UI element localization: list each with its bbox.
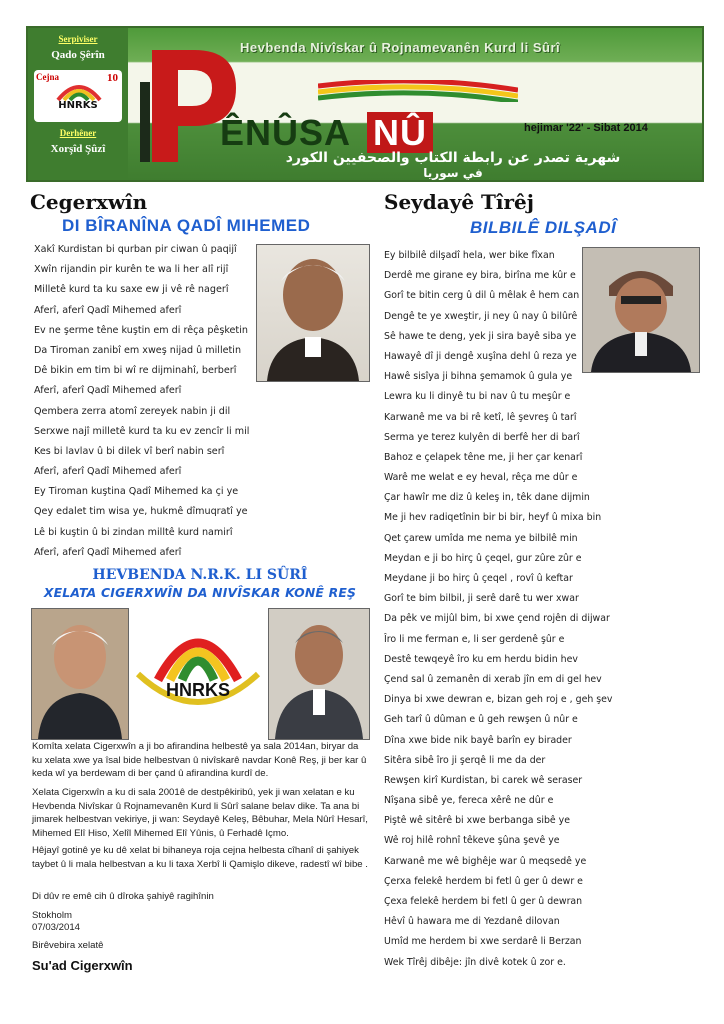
poem-line: Dengê te ye xweştir, ji ney û nay û bilûrê bbox=[384, 310, 578, 322]
news-paragraph-3: Hêjayî gotinê ye ku dê xelat bi bihaneya roja cejna helbesta cîhanî di şahiyek taybet û li mala helbestvan a ku li taxa Xerbî li Qamişlo dikeve, radestî wî bibe . bbox=[32, 845, 368, 870]
poem-line: Karwanê me wê bighêje war û meqsedê ye bbox=[384, 855, 587, 867]
logo-arch-icon bbox=[54, 80, 104, 102]
logo-cejna: Cejna bbox=[36, 72, 59, 82]
poem-line: Hêvî û hawara me di Yezdanê dilovan bbox=[384, 916, 560, 928]
arabic-line-1: شهرية تصدر عن رابطة الكتاب والصحفيين الكورد bbox=[285, 150, 621, 166]
hnrks-logo-text: HNRKS bbox=[165, 680, 230, 700]
poem-line: Xakî Kurdistan bi qurban pir ciwan û paqijî bbox=[34, 244, 237, 255]
poem-line: Aferî, aferî Qadî Mihemed aferî bbox=[34, 304, 182, 316]
cegerxwin-portrait bbox=[256, 244, 370, 382]
poem-line: Serxwe najî milletê kurd ta ku ev zencîr li mil bbox=[34, 425, 250, 437]
poem-line: Wê roj hilê rohnî têkeve şûna şevê ye bbox=[384, 835, 560, 847]
poem-line: Umîd me herdem bi xwe serdarê li Berzan bbox=[384, 936, 582, 948]
director-name: Xorşîd Şûzî bbox=[50, 143, 106, 155]
poem-line: Geh tarî û dûman e û geh rewşen û nûr e bbox=[384, 714, 578, 726]
masthead-title-part1: ÊNÛSA bbox=[220, 112, 352, 153]
masthead bbox=[26, 26, 704, 182]
poem-line: Warê me welat e ey heval, rêça me dûr e bbox=[384, 472, 578, 484]
left-poem-title: DI BÎRANÎNA QADÎ MIHEMED bbox=[62, 216, 311, 235]
logo-number: 10 bbox=[107, 72, 118, 84]
news-signature: Su'ad Cigerxwîn bbox=[32, 958, 133, 973]
poem-line: Wek Tîrêj dibêje: jîn divê kotek û zor e. bbox=[384, 956, 566, 968]
poem-line: Dîna xwe bide nik bayê barîn ey birader bbox=[384, 734, 572, 746]
poem-line: Me ji hev radiqetînin bir bi bir, heyf û mixa bin bbox=[384, 512, 602, 524]
poem-line: Hawê sisîya ji bihna şemamok û gula ye bbox=[384, 371, 573, 383]
poem-line: Hawayê dî ji dengê xuşîna dehl û reza ye bbox=[384, 350, 577, 362]
hnrks-emblem-icon bbox=[130, 610, 266, 744]
poem-line: Lê bi kuştin û bi zindan milltê kurd namirî bbox=[34, 526, 233, 538]
masthead-sidebox bbox=[28, 28, 128, 180]
poem-line: Nîşana sibê ye, fereca xêrê ne dûr e bbox=[384, 795, 554, 807]
poem-line: Meydan e ji bo hirç û çeqel, gur zûre zûr e bbox=[384, 552, 582, 564]
left-poem-lines bbox=[34, 240, 249, 563]
hnrks-logo-small bbox=[34, 70, 122, 122]
news-paragraph-2: Xelata Cigerxwîn a ku di sala 2001ê de destpêkiribû, yek ji wan xelatan e ku Hevbenda Nivîskar û Rojnamevanên Kurd li Sûrî salane belav dike. Ta ana bi jimarek helbestvan vekiriye, ji wan: Seydayê Keleş, Bêbuhar, Mela Nûrî Hesarî, Mihemed Elî Hiso, Xelîl Mihemed Elî Yûnis, û Ferhadê Içmo. bbox=[32, 787, 368, 839]
issue-number: hejimar '22' - Sibat 2014 bbox=[524, 122, 648, 134]
poem-line: Gorî te bim bilbil, ji serê darê tu wer xwar bbox=[384, 593, 579, 605]
poem-line: Ey Tiroman kuştina Qadî Mihemed ka çi ye bbox=[34, 486, 239, 498]
hnrks-logo-large bbox=[130, 610, 266, 744]
news-date: 07/03/2014 bbox=[32, 922, 81, 933]
flag-stripes-icon bbox=[318, 80, 518, 102]
poem-line: Da pêk ve mijûl bim, bi xwe çend rojên di dijwar bbox=[384, 613, 610, 625]
director-label: Derhêner bbox=[59, 128, 97, 138]
poem-line: Meydane ji bo hirç û çeqel , rovî û keftar bbox=[384, 573, 573, 584]
poem-line: Qembera zerra atomî zereyek nabin ji dil bbox=[34, 405, 231, 417]
poem-line: Çexa felekê herdem bi fetl û ger û dewran bbox=[384, 896, 583, 907]
poem-line: Aferî, aferî Qadî Mihemed aferî bbox=[34, 466, 182, 478]
poem-line: Derdê me girane ey bira, birîna me kûr e bbox=[384, 270, 576, 282]
news-subheading: XELATA CIGERXWÎN DA NIVÎSKAR KONÊ REŞ bbox=[43, 585, 357, 600]
news-paragraph-4: Di dûv re emê cih û dîroka şahiyê ragihînin bbox=[32, 891, 214, 902]
right-poem-lines bbox=[384, 246, 612, 973]
arabic-subtitle bbox=[238, 150, 668, 180]
news-paragraph-1: Komîta xelata Cigerxwîn a ji bo afirandina helbestê ya sala 2014an, biryar da ku xelata xwe ya îsal bide helbestvan û nivîskarê navdar Konê Reş, ji ber kar û keda wî ya berdewam di ber çand û afirandina kurdî de. bbox=[32, 741, 367, 780]
poem-line: Çerxa felekê herdem bi fetl û ger û dewr e bbox=[384, 875, 583, 887]
poem-line: Ev ne şerme têne kuştin em di rêça pêşketin bbox=[34, 324, 248, 336]
sponsor-label: Serpiviser bbox=[58, 34, 98, 44]
poem-line: Serma ye terez kulyên di berfê her di barî bbox=[384, 431, 580, 443]
poem-line: Aferî, aferî Qadî Mihemed aferî bbox=[34, 385, 182, 397]
news-role: Birêvebira xelatê bbox=[32, 940, 104, 951]
poem-line: Sitêra sibê îro ji şerqê li me da der bbox=[384, 754, 546, 766]
poem-line: Da Tiroman zanibî em xweş nijad û milletin bbox=[34, 344, 242, 356]
poem-line: Lewra ku li dinyê tu bi nav û tu meşûr e bbox=[384, 391, 571, 403]
poem-line: Bahoz e çelapek têne me, ji her çar kenarî bbox=[384, 451, 583, 463]
poem-line: Çar hawîr me diz û keleş in, têk dane dijmin bbox=[384, 492, 590, 504]
sponsor-name: Qado Şêrîn bbox=[51, 49, 105, 61]
arabic-line-2: في سوريا bbox=[423, 166, 483, 180]
news-place: Stokholm bbox=[32, 910, 72, 921]
poem-line: Dinya bi xwe dewran e, bizan geh roj e , geh şev bbox=[384, 694, 613, 706]
poem-line: Qet çarew umîda me nema ye bilbilê min bbox=[384, 532, 578, 544]
poem-line: Îro li me ferman e, li ser gerdenê şûr e bbox=[384, 633, 565, 645]
left-poet-name: Cegerxwîn bbox=[30, 190, 148, 214]
poem-line: Sê hawe te deng, yek ji sira bayê siba ye bbox=[384, 330, 577, 342]
award-photo-left bbox=[31, 608, 129, 740]
poem-line: Çend sal û zemanên di xerab jîn em di gel hev bbox=[384, 673, 602, 685]
poem-line: Destê tewqeyê îro ku em herdu bidin hev bbox=[384, 653, 578, 665]
poem-line: Xwîn rijandin pir kurên te wa li her alî rijî bbox=[34, 264, 229, 276]
poem-line: Rewşen kirî Kurdistan, bi carek wê seraser bbox=[384, 774, 583, 786]
poem-line: Gorî te bitin cerg û dil û mêlak ê hem can bbox=[384, 290, 580, 302]
right-poet-name: Seydayê Tîrêj bbox=[384, 190, 535, 214]
masthead-title bbox=[220, 112, 433, 154]
masthead-title-part2: NÛ bbox=[367, 112, 433, 153]
logo-text: HNRKS bbox=[58, 100, 98, 111]
poem-line: Ey bilbilê dilşadî hela, wer bike fîxan bbox=[384, 250, 555, 261]
news-heading: HEVBENDA N.R.K. LI SÛRÎ bbox=[92, 567, 308, 583]
poem-line: Piştê wê sitêrê bi xwe berbanga sibê ye bbox=[384, 815, 570, 827]
poem-line: Qey edalet tim wisa ye, hukmê dîmuqratî ye bbox=[34, 506, 248, 518]
poem-line: Karwanê me va bi rê ketî, lê şevreş û tarî bbox=[384, 411, 577, 423]
poem-line: Milletê kurd ta ku saxe ew ji vê rê nagerî bbox=[34, 284, 229, 296]
poem-line: Kes bi lavlav û bi dilek vî berî nabin serî bbox=[34, 445, 225, 457]
right-poem-title: BILBILÊ DILŞADÎ bbox=[470, 218, 617, 237]
award-photo-right bbox=[268, 608, 370, 740]
poem-line: Aferî, aferî Qadî Mihemed aferî bbox=[34, 546, 182, 558]
poem-line: Dê bikin em tim bi wî re dijminahî, berberî bbox=[34, 365, 237, 377]
organization-title: Hevbenda Nivîskar û Rojnamevanên Kurd li Sûrî bbox=[240, 40, 561, 55]
